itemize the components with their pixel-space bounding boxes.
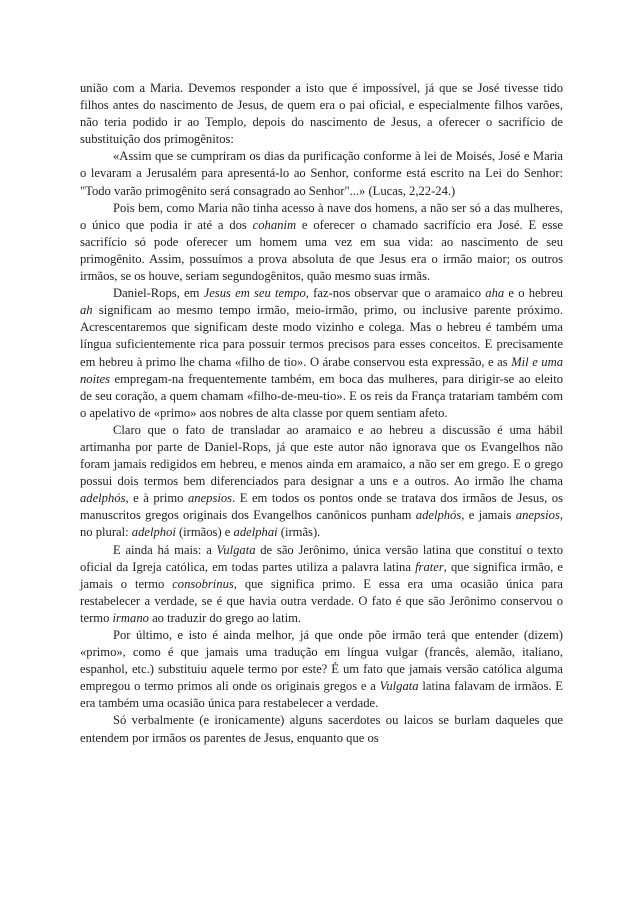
text-run: Só verbalmente (e ironicamente) alguns sacerdotes ou laicos se burlam daqueles que entendem por irmãos os parentes de Jesus, enquanto que os xyxy=(80,713,563,745)
italic-term: aha xyxy=(485,286,505,301)
text-run: significam ao mesmo tempo irmão, meio-irmão, primo, ou inclusive parente próximo. Acrescentaremos que significam deste modo vizinho e colega. Mas o hebreu é também uma língua suficientemente rica para possuir termos precisos para esses conceitos. E precisamente em hebreu à primo lhe chama «filho de tio». O árabe conservou esta expressão, e as xyxy=(80,303,563,369)
italic-term: adelphós xyxy=(80,491,126,506)
italic-term: anepsios xyxy=(188,491,233,506)
text-run: empregam-na frequentemente também, em boca das mulheres, para dirigir-se ao eleito de seu coração, a quem chamam «filho-de-meu-tio». E os reis da França tratariam também com o apelativo de «primo» aos nobres de alta classe por quem sentiam afeto. xyxy=(80,371,563,420)
italic-term: consobrinus xyxy=(172,576,234,591)
italic-term: ah xyxy=(80,303,93,318)
paragraph xyxy=(80,285,563,422)
text-run: ao traduzir do grego ao latim. xyxy=(148,610,302,625)
text-run: , no plural: xyxy=(80,508,563,540)
paragraph xyxy=(80,627,563,712)
text-run: Daniel-Rops, em xyxy=(113,286,204,301)
text-run: e o hebreu xyxy=(504,286,563,301)
italic-term: Vulgata xyxy=(379,679,419,694)
italic-term: Vulgata xyxy=(216,542,256,557)
text-run: E ainda há mais: a xyxy=(113,542,217,557)
italic-term: anepsios xyxy=(515,508,560,523)
text-run: (irmãs). xyxy=(277,525,321,540)
italic-term: Mil e uma noites xyxy=(80,354,563,386)
paragraph xyxy=(80,148,563,199)
paragraph xyxy=(80,200,563,285)
body-text xyxy=(80,80,563,747)
text-run: e oferecer o chamado sacrifício era José. E esse sacrifício só pode oferecer um homem uma vez em sua vida: ao nascimento de seu primogênito. Assim, possuímos a prova absoluta de que Jesus era o irmão maior; os outros irmãos, se os houve, seriam segundogênitos, quão mesmo suas irmãs. xyxy=(80,217,563,284)
italic-term: adelphoi xyxy=(131,525,176,540)
italic-term: Jesus em seu tempo xyxy=(203,286,306,301)
italic-term: adelphós xyxy=(415,508,462,523)
text-run: . E em todos os pontos onde se tratava dos irmãos de Jesus, os manuscritos gregos originais dos Evangelhos canônicos punham xyxy=(80,491,563,523)
document-page xyxy=(80,80,563,747)
paragraph xyxy=(80,542,563,627)
text-run: , que significa irmão, e jamais o termo xyxy=(80,559,563,591)
paragraph xyxy=(80,422,563,542)
text-run: de são Jerônimo, única versão latina que constituí o texto oficial da Igreja católica, em todas partes utiliza a palavra latina xyxy=(80,542,563,574)
text-run: união com a Maria. Devemos responder a isto que é impossível, já que se José tivesse tido filhos antes do nascimento de Jesus, de quem era o pai oficial, e especialmente filhos varões, não teria podido ir ao Templo, depois do nascimento de Jesus, a oferecer o sacrifício de substituição dos primogênitos: xyxy=(80,81,563,147)
italic-term: irmano xyxy=(112,610,149,625)
italic-term: frater xyxy=(415,559,444,574)
text-run: latina falavam de irmãos. E era também uma ocasião única para restabelecer a verdade. xyxy=(80,679,563,711)
text-run: Claro que o fato de transladar ao aramaico e ao hebreu a discussão é uma hábil artimanha por parte de Daniel-Rops, já que este autor não ignorava que os Evangelhos não foram jamais redigidos em hebreu, e menos ainda em aramaico, a não ser em grego. E o grego possui dois termos bem diferenciados para designar a uns e a outros. Ao irmão lhe chama xyxy=(80,422,563,489)
text-run: Por último, e isto é ainda melhor, já que onde põe irmão terá que entender (dizem) «primo», como é que jamais uma tradução em língua vulgar (francês, alemão, italiano, espanhol, etc.) substituiu aquele termo por este? É um fato que jamais versão católica alguma empregou o termo primos ali onde os originais gregos e a xyxy=(80,628,563,694)
paragraph xyxy=(80,80,563,148)
text-run: , e jamais xyxy=(461,508,516,523)
text-run: (irmãos) e xyxy=(175,525,234,540)
text-run: Pois bem, como Maria não tinha acesso à nave dos homens, a não ser só a das mulheres, o único que podia ir até a dos xyxy=(80,200,563,232)
italic-term: cohanim xyxy=(252,217,297,232)
text-run: , que significa primo. E essa era uma ocasião única para restabelecer a verdade, se é que havia outra verdade. O fato é que são Jerônimo conservou o termo xyxy=(80,576,563,625)
italic-term: adelphai xyxy=(233,525,278,540)
text-run: , faz-nos observar que o aramaico xyxy=(305,286,486,301)
paragraph xyxy=(80,712,563,746)
text-run: , e à primo xyxy=(125,491,188,506)
text-run: «Assim que se cumpriram os dias da purificação conforme à lei de Moisés, José e Maria o levaram a Jerusalém para apresentá-lo ao Senhor, conforme está escrito na Lei do Senhor: "Todo varão primogênito será consagrado ao Senhor"...» (Lucas, 2,22-24.) xyxy=(80,149,563,198)
